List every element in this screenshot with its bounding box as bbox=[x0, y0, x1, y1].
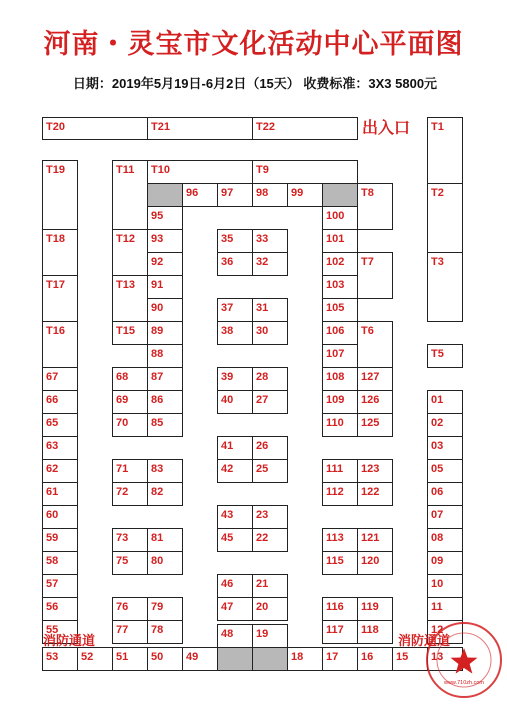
booth-05 bbox=[427, 459, 463, 483]
booth-118 bbox=[357, 620, 393, 644]
booth-120 bbox=[357, 551, 393, 575]
booth-58 bbox=[42, 551, 78, 575]
booth-number: T15 bbox=[116, 325, 135, 337]
booth-108 bbox=[322, 367, 358, 391]
booth-18 bbox=[287, 647, 323, 671]
booth-72 bbox=[112, 482, 148, 506]
booth-number: 15 bbox=[396, 651, 409, 663]
booth-T1 bbox=[427, 117, 463, 184]
stamp-url: www.710zh.com bbox=[443, 680, 485, 686]
booth-number: 88 bbox=[151, 348, 164, 360]
booth-number: 60 bbox=[46, 509, 59, 521]
booth-T22 bbox=[252, 117, 358, 140]
booth-T11 bbox=[112, 160, 148, 230]
booth-number: 01 bbox=[431, 394, 444, 406]
booth-number: T13 bbox=[116, 279, 135, 291]
booth-59 bbox=[42, 528, 78, 552]
booth-70 bbox=[112, 413, 148, 437]
booth-number: 25 bbox=[256, 463, 269, 475]
booth-number: 52 bbox=[81, 651, 94, 663]
booth-T20 bbox=[42, 117, 148, 140]
booth-91 bbox=[147, 275, 183, 299]
booth-number: 23 bbox=[256, 509, 269, 521]
booth-number: T22 bbox=[256, 121, 275, 133]
booth-number: 10 bbox=[431, 578, 444, 590]
booth-78 bbox=[147, 620, 183, 644]
booth-number: 83 bbox=[151, 463, 164, 475]
booth-T6 bbox=[357, 321, 393, 368]
booth-number: 115 bbox=[326, 555, 344, 567]
booth-number: 95 bbox=[151, 210, 164, 222]
booth-80 bbox=[147, 551, 183, 575]
booth-number: 77 bbox=[116, 624, 129, 636]
page-title: 河南・灵宝市文化活动中心平面图 bbox=[43, 29, 464, 59]
booth-T8 bbox=[357, 183, 393, 230]
booth-21 bbox=[252, 574, 288, 598]
booth-87 bbox=[147, 367, 183, 391]
booth-98 bbox=[252, 183, 288, 207]
booth-number: 75 bbox=[116, 555, 129, 567]
booth-number: 27 bbox=[256, 394, 269, 406]
booth-123 bbox=[357, 459, 393, 483]
booth-50 bbox=[147, 647, 183, 671]
booth-22 bbox=[252, 528, 288, 552]
booth-number: 80 bbox=[151, 555, 164, 567]
booth-number: 125 bbox=[361, 417, 380, 429]
blocked-area bbox=[252, 647, 288, 671]
booth-33 bbox=[252, 229, 288, 253]
booth-17 bbox=[322, 647, 358, 671]
booth-number: 97 bbox=[221, 187, 234, 199]
booth-37 bbox=[217, 298, 253, 322]
booth-number: 63 bbox=[46, 440, 59, 452]
booth-42 bbox=[217, 459, 253, 483]
booth-number: T20 bbox=[46, 121, 65, 133]
booth-07 bbox=[427, 505, 463, 529]
booth-T13 bbox=[112, 275, 148, 322]
booth-T16 bbox=[42, 321, 78, 368]
booth-T2 bbox=[427, 183, 463, 253]
booth-number: 105 bbox=[326, 302, 345, 314]
booth-106 bbox=[322, 321, 358, 345]
booth-28 bbox=[252, 367, 288, 391]
booth-117 bbox=[322, 620, 358, 644]
booth-number: 36 bbox=[221, 256, 234, 268]
booth-09 bbox=[427, 551, 463, 575]
booth-number: 56 bbox=[46, 601, 59, 613]
booth-51 bbox=[112, 647, 148, 671]
booth-125 bbox=[357, 413, 393, 437]
booth-number: 59 bbox=[46, 532, 59, 544]
booth-31 bbox=[252, 298, 288, 322]
booth-number: 106 bbox=[326, 325, 345, 337]
booth-73 bbox=[112, 528, 148, 552]
booth-number: 55 bbox=[46, 624, 59, 636]
booth-number: 126 bbox=[361, 394, 380, 406]
booth-number: 116 bbox=[326, 601, 344, 613]
booth-number: 121 bbox=[361, 532, 380, 544]
booth-36 bbox=[217, 252, 253, 276]
booth-number: 31 bbox=[256, 302, 269, 314]
booth-number: 69 bbox=[116, 394, 129, 406]
booth-number: 35 bbox=[221, 233, 234, 245]
booth-110 bbox=[322, 413, 358, 437]
booth-T21 bbox=[147, 117, 253, 140]
booth-61 bbox=[42, 482, 78, 506]
booth-number: 46 bbox=[221, 578, 234, 590]
booth-79 bbox=[147, 597, 183, 621]
booth-109 bbox=[322, 390, 358, 414]
booth-number: 91 bbox=[151, 279, 164, 291]
booth-39 bbox=[217, 367, 253, 391]
booth-number: 79 bbox=[151, 601, 164, 613]
fire-lane-label-right: 消防通道 bbox=[398, 633, 451, 648]
booth-127 bbox=[357, 367, 393, 391]
booth-number: 112 bbox=[326, 486, 344, 498]
entrance-label: 出入口 bbox=[362, 120, 411, 137]
booth-number: 107 bbox=[326, 348, 345, 360]
booth-number: 22 bbox=[256, 532, 269, 544]
booth-number: 53 bbox=[46, 651, 59, 663]
booth-number: 93 bbox=[151, 233, 164, 245]
booth-T7 bbox=[357, 252, 393, 299]
fire-lane-label-left: 消防通道 bbox=[43, 633, 96, 648]
booth-68 bbox=[112, 367, 148, 391]
booth-number: 87 bbox=[151, 371, 164, 383]
booth-number: 02 bbox=[431, 417, 444, 429]
booth-number: T3 bbox=[431, 256, 444, 268]
booth-56 bbox=[42, 597, 78, 621]
booth-08 bbox=[427, 528, 463, 552]
booth-number: 43 bbox=[221, 509, 234, 521]
booth-43 bbox=[217, 505, 253, 529]
booth-99 bbox=[287, 183, 323, 207]
booth-number: 38 bbox=[221, 325, 234, 337]
booth-number: 108 bbox=[326, 371, 345, 383]
booth-number: T12 bbox=[116, 233, 135, 245]
booth-71 bbox=[112, 459, 148, 483]
booth-number: 82 bbox=[151, 486, 164, 498]
booth-T17 bbox=[42, 275, 78, 322]
booth-number: 70 bbox=[116, 417, 129, 429]
booth-number: 103 bbox=[326, 279, 345, 291]
booth-number: 19 bbox=[256, 628, 269, 640]
date-and-fee-info: 日期：2019年5月19日-6月2日（15天） 收费标准：3X3 5800元 bbox=[72, 76, 438, 91]
booth-number: 86 bbox=[151, 394, 164, 406]
booth-115 bbox=[322, 551, 358, 575]
booth-101 bbox=[322, 229, 358, 253]
booth-number: 85 bbox=[151, 417, 164, 429]
booth-number: 26 bbox=[256, 440, 269, 452]
booth-95 bbox=[147, 206, 183, 230]
booth-number: T5 bbox=[431, 348, 444, 360]
booth-82 bbox=[147, 482, 183, 506]
booth-107 bbox=[322, 344, 358, 368]
booth-number: T7 bbox=[361, 256, 374, 268]
blocked-area bbox=[322, 183, 358, 207]
booth-number: 73 bbox=[116, 532, 129, 544]
booth-105 bbox=[322, 298, 358, 322]
booth-46 bbox=[217, 574, 253, 598]
booth-number: 102 bbox=[326, 256, 345, 268]
booth-40 bbox=[217, 390, 253, 414]
booth-number: T8 bbox=[361, 187, 374, 199]
booth-number: 68 bbox=[116, 371, 129, 383]
booth-number: 30 bbox=[256, 325, 269, 337]
booth-116 bbox=[322, 597, 358, 621]
booth-25 bbox=[252, 459, 288, 483]
booth-number: 11 bbox=[431, 601, 443, 613]
booth-86 bbox=[147, 390, 183, 414]
booth-number: 78 bbox=[151, 624, 164, 636]
booth-103 bbox=[322, 275, 358, 299]
booth-number: 122 bbox=[361, 486, 380, 498]
booth-02 bbox=[427, 413, 463, 437]
booth-number: 120 bbox=[361, 555, 380, 567]
booth-92 bbox=[147, 252, 183, 276]
booth-23 bbox=[252, 505, 288, 529]
booth-number: 33 bbox=[256, 233, 269, 245]
booth-number: 48 bbox=[221, 628, 234, 640]
booth-T12 bbox=[112, 229, 148, 276]
booth-number: 127 bbox=[361, 371, 380, 383]
booth-number: 08 bbox=[431, 532, 444, 544]
booth-122 bbox=[357, 482, 393, 506]
booth-number: 16 bbox=[361, 651, 374, 663]
booth-number: 111 bbox=[326, 463, 344, 475]
booth-number: 47 bbox=[221, 601, 234, 613]
booth-85 bbox=[147, 413, 183, 437]
booth-number: 72 bbox=[116, 486, 129, 498]
booth-52 bbox=[77, 647, 113, 671]
booth-06 bbox=[427, 482, 463, 506]
booth-number: T1 bbox=[431, 121, 444, 133]
booth-number: 17 bbox=[326, 651, 339, 663]
booth-38 bbox=[217, 321, 253, 345]
booth-number: T18 bbox=[46, 233, 65, 245]
booth-number: 57 bbox=[46, 578, 59, 590]
booth-60 bbox=[42, 505, 78, 529]
booth-number: 71 bbox=[116, 463, 129, 475]
booth-number: 118 bbox=[361, 624, 379, 636]
booth-number: 81 bbox=[151, 532, 164, 544]
booth-T3 bbox=[427, 252, 463, 322]
booth-T19 bbox=[42, 160, 78, 230]
booth-number: 32 bbox=[256, 256, 269, 268]
booth-number: 03 bbox=[431, 440, 444, 452]
booth-T5 bbox=[427, 344, 463, 368]
booth-number: 37 bbox=[221, 302, 234, 314]
booth-number: 117 bbox=[326, 624, 344, 636]
booth-16 bbox=[357, 647, 393, 671]
booth-20 bbox=[252, 597, 288, 621]
booth-number: 99 bbox=[291, 187, 304, 199]
booth-number: 119 bbox=[361, 601, 379, 613]
booth-57 bbox=[42, 574, 78, 598]
booth-number: 92 bbox=[151, 256, 164, 268]
booth-62 bbox=[42, 459, 78, 483]
booth-number: T17 bbox=[46, 279, 65, 291]
booth-number: 110 bbox=[326, 417, 344, 429]
booth-number: T6 bbox=[361, 325, 374, 337]
booth-11 bbox=[427, 597, 463, 621]
booth-27 bbox=[252, 390, 288, 414]
booth-number: 65 bbox=[46, 417, 59, 429]
booth-65 bbox=[42, 413, 78, 437]
booth-111 bbox=[322, 459, 358, 483]
booth-01 bbox=[427, 390, 463, 414]
booth-number: 58 bbox=[46, 555, 59, 567]
booth-15 bbox=[392, 647, 428, 671]
booth-126 bbox=[357, 390, 393, 414]
booth-number: 123 bbox=[361, 463, 380, 475]
booth-10 bbox=[427, 574, 463, 598]
booth-T15 bbox=[112, 321, 148, 345]
booth-76 bbox=[112, 597, 148, 621]
booth-35 bbox=[217, 229, 253, 253]
booth-number: T9 bbox=[256, 164, 269, 176]
booth-48 bbox=[217, 624, 253, 648]
booth-number: 51 bbox=[116, 651, 129, 663]
booth-30 bbox=[252, 321, 288, 345]
booth-number: T19 bbox=[46, 164, 65, 176]
booth-number: 45 bbox=[221, 532, 234, 544]
booth-number: 09 bbox=[431, 555, 444, 567]
booth-number: 67 bbox=[46, 371, 59, 383]
booth-89 bbox=[147, 321, 183, 345]
booth-88 bbox=[147, 344, 183, 368]
booth-number: 20 bbox=[256, 601, 269, 613]
booth-66 bbox=[42, 390, 78, 414]
booth-number: 62 bbox=[46, 463, 59, 475]
booth-number: T11 bbox=[116, 164, 135, 176]
booth-number: 13 bbox=[431, 651, 444, 663]
booth-119 bbox=[357, 597, 393, 621]
booth-19 bbox=[252, 624, 288, 648]
booth-number: 07 bbox=[431, 509, 444, 521]
booth-113 bbox=[322, 528, 358, 552]
booth-number: 49 bbox=[186, 651, 199, 663]
booth-number: 66 bbox=[46, 394, 59, 406]
booth-75 bbox=[112, 551, 148, 575]
booth-90 bbox=[147, 298, 183, 322]
booth-number: 12 bbox=[431, 624, 444, 636]
booth-number: 05 bbox=[431, 463, 444, 475]
booth-number: 41 bbox=[221, 440, 234, 452]
booth-53 bbox=[42, 647, 78, 671]
booth-03 bbox=[427, 436, 463, 460]
booth-100 bbox=[322, 206, 358, 230]
booth-93 bbox=[147, 229, 183, 253]
booth-T9 bbox=[252, 160, 358, 184]
booth-45 bbox=[217, 528, 253, 552]
booth-47 bbox=[217, 597, 253, 621]
booth-number: 28 bbox=[256, 371, 269, 383]
booth-number: 18 bbox=[291, 651, 304, 663]
booth-69 bbox=[112, 390, 148, 414]
booth-67 bbox=[42, 367, 78, 391]
booth-121 bbox=[357, 528, 393, 552]
booth-number: 96 bbox=[186, 187, 199, 199]
booth-49 bbox=[182, 647, 218, 671]
booth-81 bbox=[147, 528, 183, 552]
booth-number: 101 bbox=[326, 233, 345, 245]
booth-77 bbox=[112, 620, 148, 644]
booth-number: 90 bbox=[151, 302, 164, 314]
booth-number: 89 bbox=[151, 325, 164, 337]
booth-number: 76 bbox=[116, 601, 129, 613]
booth-number: 42 bbox=[221, 463, 234, 475]
booth-number: 100 bbox=[326, 210, 345, 222]
booth-T10 bbox=[147, 160, 253, 184]
booth-number: T10 bbox=[151, 164, 170, 176]
seal-stamp bbox=[424, 620, 504, 700]
booth-41 bbox=[217, 436, 253, 460]
booth-number: 40 bbox=[221, 394, 234, 406]
blocked-area bbox=[217, 647, 253, 671]
booth-96 bbox=[182, 183, 218, 207]
booth-number: T2 bbox=[431, 187, 444, 199]
star-icon bbox=[451, 648, 478, 674]
booth-number: 06 bbox=[431, 486, 444, 498]
booth-102 bbox=[322, 252, 358, 276]
booth-number: 50 bbox=[151, 651, 164, 663]
booth-number: T16 bbox=[46, 325, 65, 337]
booth-112 bbox=[322, 482, 358, 506]
booth-63 bbox=[42, 436, 78, 460]
blocked-area bbox=[147, 183, 183, 207]
booth-number: 113 bbox=[326, 532, 344, 544]
booth-32 bbox=[252, 252, 288, 276]
booth-number: 98 bbox=[256, 187, 269, 199]
booth-T18 bbox=[42, 229, 78, 276]
booth-number: T21 bbox=[151, 121, 170, 133]
booth-97 bbox=[217, 183, 253, 207]
booth-number: 109 bbox=[326, 394, 345, 406]
booth-number: 21 bbox=[256, 578, 269, 590]
booth-number: 39 bbox=[221, 371, 234, 383]
booth-number: 61 bbox=[46, 486, 59, 498]
booth-83 bbox=[147, 459, 183, 483]
booth-26 bbox=[252, 436, 288, 460]
